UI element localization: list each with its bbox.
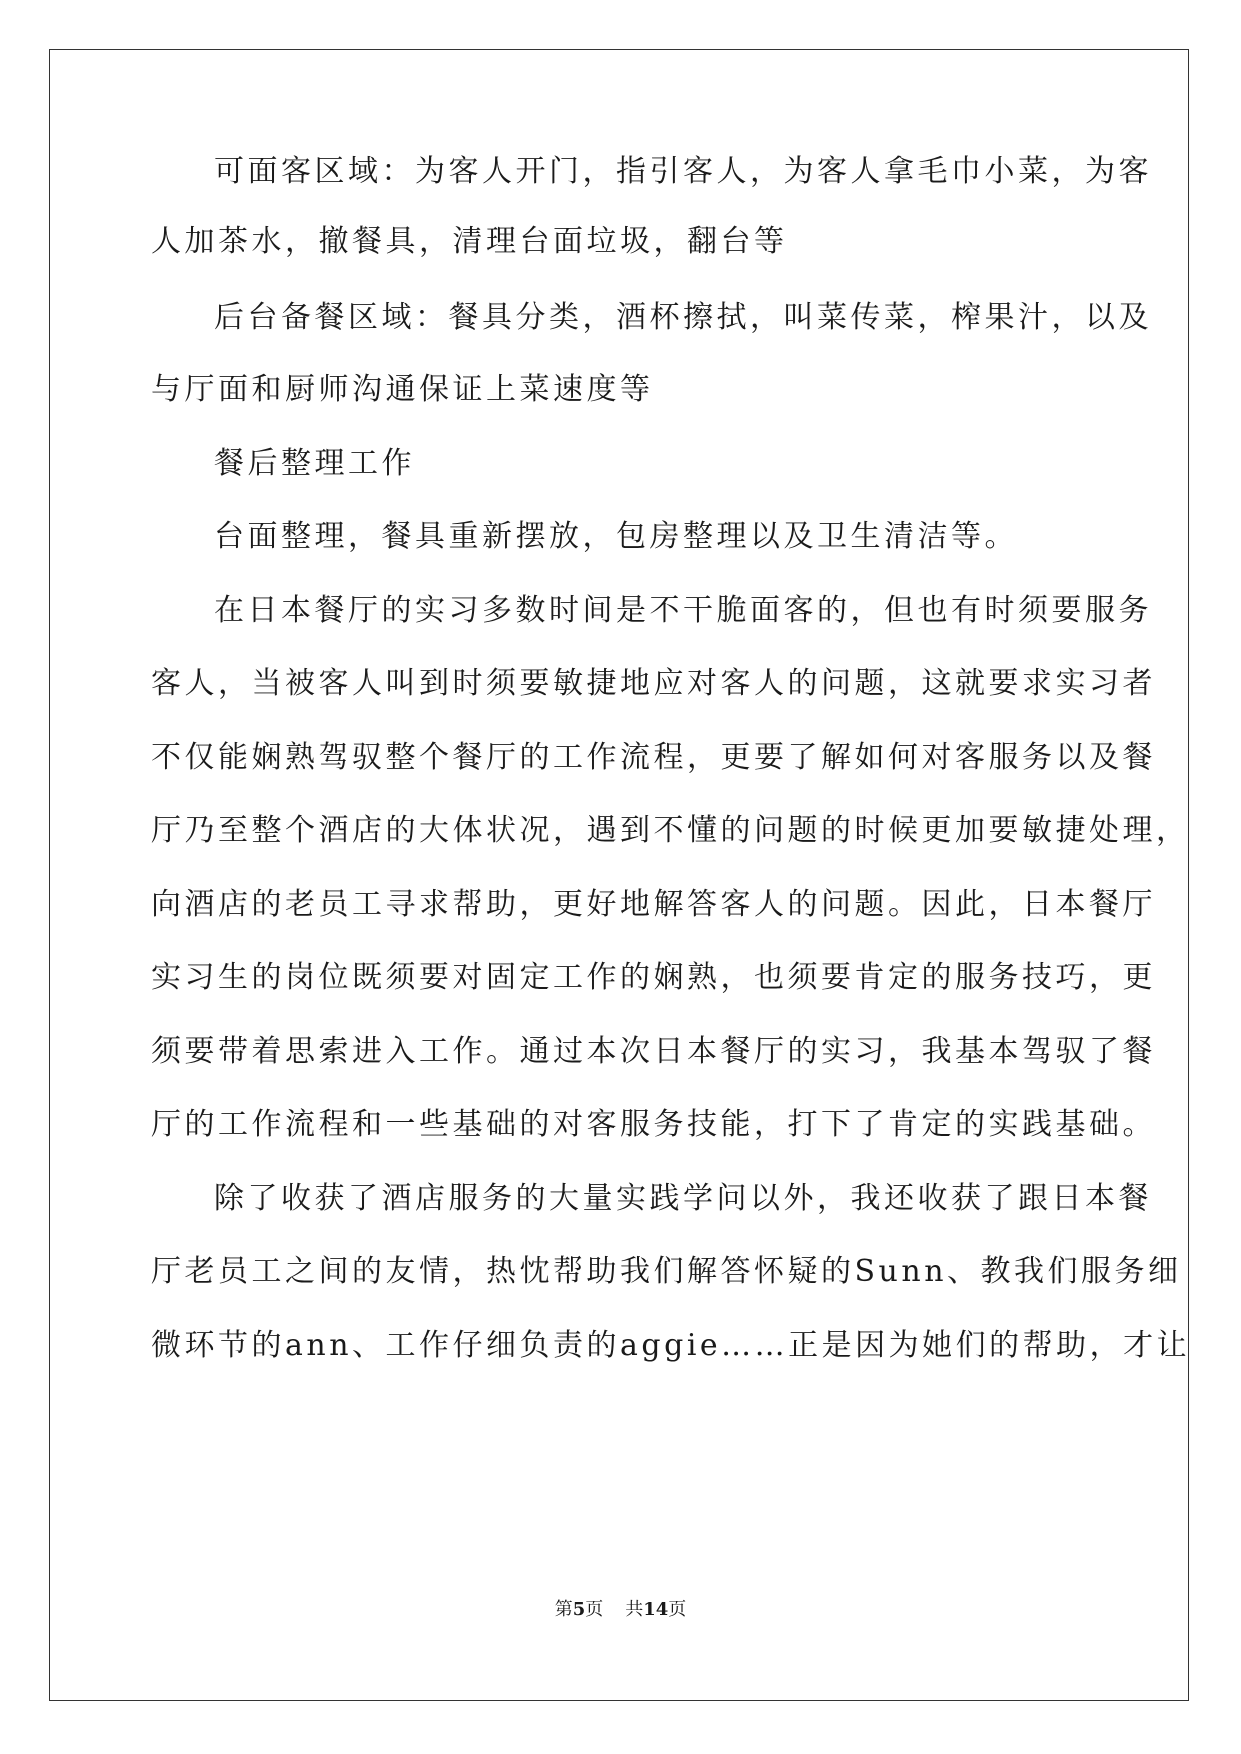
page-number: 5: [572, 1599, 586, 1620]
total-suffix: 页: [668, 1599, 687, 1620]
paragraph-line: 实习生的岗位既须要对固定工作的娴熟，也须要肯定的服务技巧，更: [151, 960, 1156, 995]
total-prefix: 共: [625, 1599, 644, 1620]
paragraph-line: 后台备餐区域：餐具分类，酒杯擦拭，叫菜传菜，榨果汁，以及: [214, 300, 1152, 335]
page-footer: [0, 1595, 1241, 1621]
page-suffix: 页: [585, 1599, 604, 1620]
paragraph-line: 微环节的ann、工作仔细负责的aggie……正是因为她们的帮助，才让: [151, 1328, 1191, 1363]
paragraph-line: 与厅面和厨师沟通保证上菜速度等: [151, 372, 654, 407]
paragraph-line: 厅乃至整个酒店的大体状况，遇到不懂的问题的时候更加要敏捷处理，: [151, 813, 1190, 848]
paragraph-line: 在日本餐厅的实习多数时间是不干脆面客的，但也有时须要服务: [214, 593, 1152, 628]
paragraph-line: 不仅能娴熟驾驭整个餐厅的工作流程，更要了解如何对客服务以及餐: [151, 740, 1156, 775]
page-prefix: 第: [554, 1599, 573, 1620]
total-pages: 14: [643, 1599, 669, 1620]
paragraph-line: 人加茶水，撤餐具，清理台面垃圾，翻台等: [151, 224, 788, 259]
paragraph-line: 除了收获了酒店服务的大量实践学问以外，我还收获了跟日本餐: [214, 1181, 1152, 1216]
paragraph-line: 须要带着思索进入工作。通过本次日本餐厅的实习，我基本驾驭了餐: [151, 1034, 1156, 1069]
page-border: [49, 49, 1189, 1701]
paragraph-line: 向酒店的老员工寻求帮助，更好地解答客人的问题。因此，日本餐厅: [151, 887, 1156, 922]
paragraph-line: 厅老员工之间的友情，热忱帮助我们解答怀疑的Sunn、教我们服务细: [151, 1254, 1182, 1289]
paragraph-line: 可面客区域：为客人开门，指引客人，为客人拿毛巾小菜，为客: [214, 154, 1152, 189]
paragraph-line: 台面整理，餐具重新摆放，包房整理以及卫生清洁等。: [214, 519, 1018, 554]
paragraph-line: 厅的工作流程和一些基础的对客服务技能，打下了肯定的实践基础。: [151, 1107, 1156, 1142]
paragraph-line: 客人，当被客人叫到时须要敏捷地应对客人的问题，这就要求实习者: [151, 666, 1156, 701]
section-heading: 餐后整理工作: [214, 446, 415, 481]
